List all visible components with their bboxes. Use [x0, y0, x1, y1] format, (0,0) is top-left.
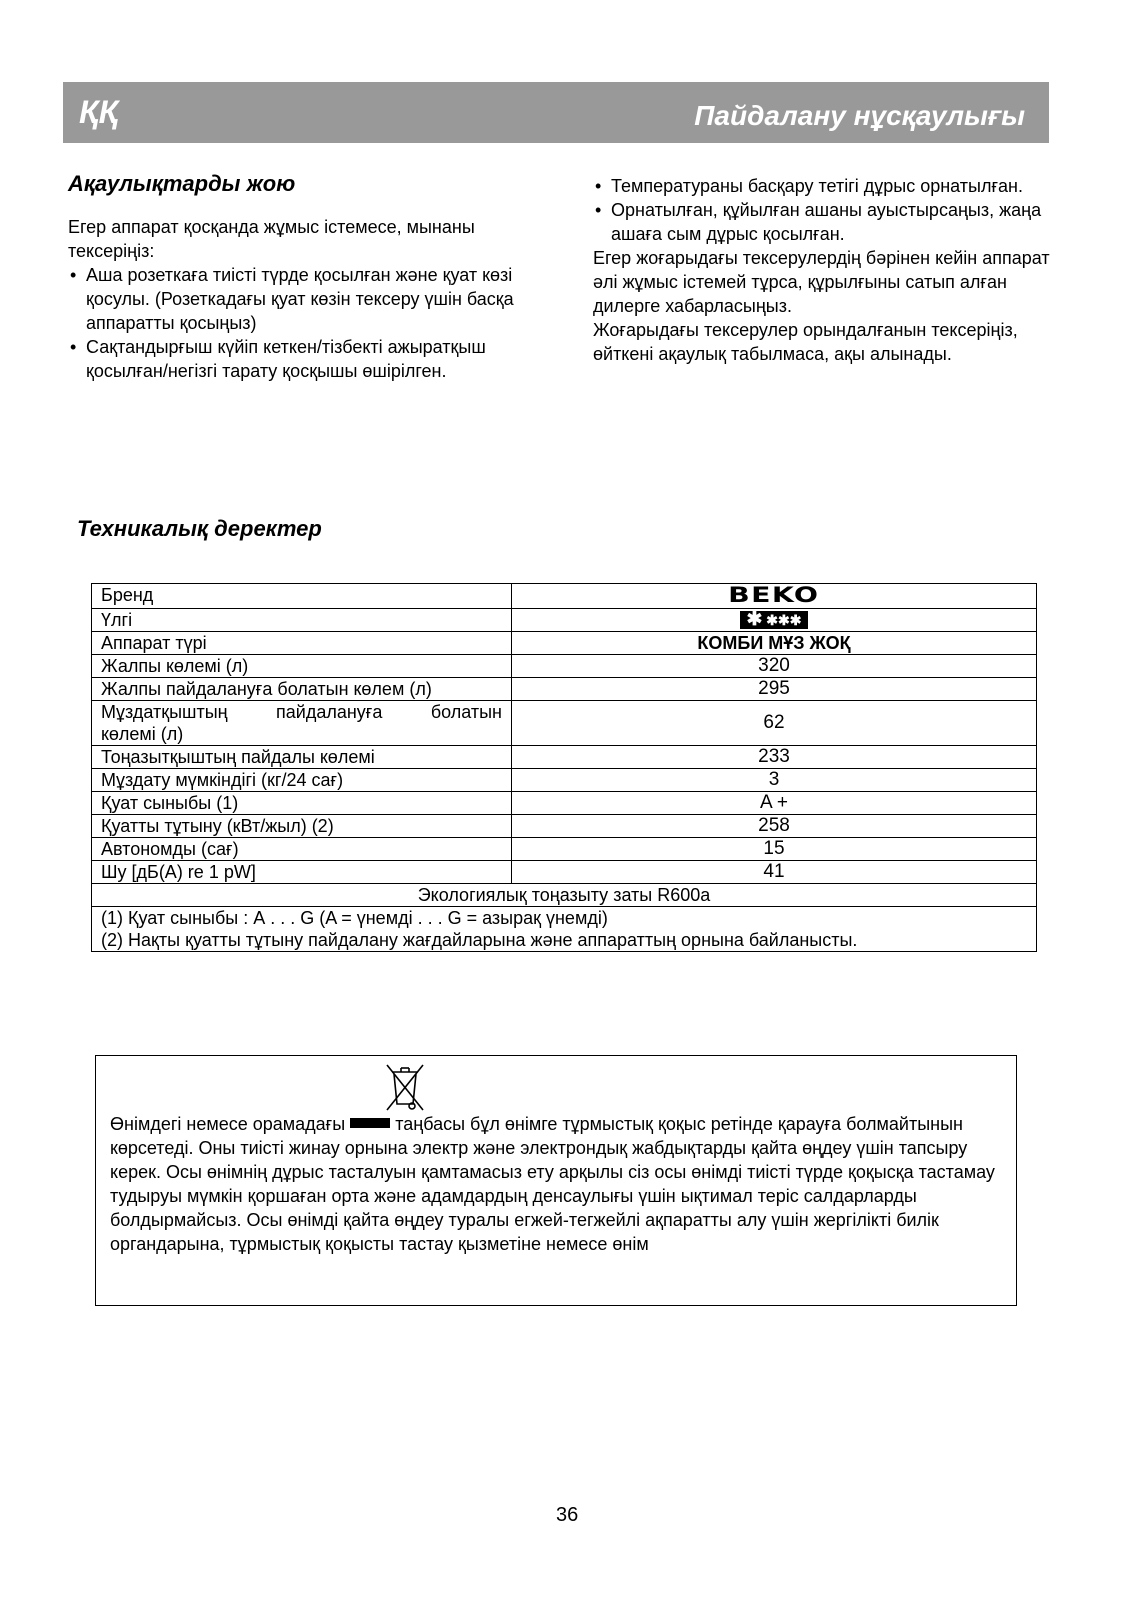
row-value: 62 — [512, 701, 1037, 746]
row-value: 295 — [512, 678, 1037, 701]
row-label: Жалпы пайдалануға болатын көлем (л) — [92, 678, 512, 701]
page-number: 36 — [556, 1504, 579, 1526]
language-code: ҚҚ — [79, 94, 119, 130]
troubleshooting-right-column — [593, 174, 1063, 366]
crossed-bin-icon — [383, 1062, 427, 1119]
table-row — [92, 632, 1037, 655]
row-value: 320 — [512, 655, 1037, 678]
dealer-contact-paragraph: Егер жоғарыдағы тексерулердің бәрінен кейін аппарат әлі жұмыс істемей тұрса, құрылғыны сатып алған дилерге хабарласыңыз. — [593, 248, 1050, 316]
row-value: 258 — [512, 815, 1037, 838]
list-item: • Орнатылған, құйылған ашаны ауыстырсаңыз, жаңа ашаға сым дұрыс қосылған. — [593, 198, 1063, 246]
list-item: • Аша розеткаға тиісті түрде қосылған және қуат көзі қосулы. (Розеткадағы қуат көзін тексеру үшін басқа аппаратты қосыңыз) — [68, 263, 534, 335]
footnote-consumption: (2) Нақты қуатты тұтыну пайдалану жағдайларына және аппараттың орнына байланысты. — [101, 930, 858, 950]
table-row — [92, 701, 1037, 746]
page-header — [63, 82, 1049, 143]
table-row — [92, 746, 1037, 769]
row-label: Мұздату мүмкіндігі (кг/24 сағ) — [92, 769, 512, 792]
table-row — [92, 584, 1037, 609]
weee-notice-box — [95, 1055, 1017, 1306]
weee-text: Өнімдегі немесе орамадағы таңбасы бұл өнімге тұрмыстық қоқыс ретінде қарауға болмайтынын көрсетеді. Оны тиісті жинау орнына электр және электрондық жабдықтарды қайта өңдеу үшін тапсыру керек. Осы өнімнің дұрыс тасталуын қамтамасыз ету арқылы сіз осы өнімді тиісті түрде қоқысқа тастамау тудыруы мүмкін қоршаған орта және адамдардың денсаулығы үшін ықтимал теріс салдарларды болдырмайсыз. Осы өнімді қайта өңдеу туралы егжей-тегжейлі ақпаратты алу үшін жергілікті билік органдарына, тұрмыстық қоқысты тастау қызметіне немесе өнім — [110, 1114, 995, 1254]
freezer-star-rating-icon: ✱ ✱✱✱ — [740, 611, 807, 629]
table-row — [92, 907, 1037, 952]
footnotes — [92, 907, 1037, 952]
table-row — [92, 678, 1037, 701]
row-label: Шу [дБ(A) re 1 pW] — [92, 861, 512, 884]
list-item: • Сақтандырғыш күйіп кеткен/тізбекті ажыратқыш қосылған/негізгі тарату қосқышы өшірілген. — [68, 335, 534, 383]
brand-label: Бренд — [92, 584, 512, 609]
row-value: 41 — [512, 861, 1037, 884]
footnote-energy-class: (1) Қуат сыныбы : А . . . G (A = үнемді . . . G = азырақ үнемді) — [101, 908, 608, 928]
troubleshooting-heading: Ақаулықтарды жою — [68, 171, 296, 196]
model-label: Үлгі — [92, 609, 512, 632]
black-bar-mark — [350, 1118, 390, 1128]
check-list-right — [593, 174, 1063, 246]
table-row — [92, 792, 1037, 815]
refrigerant-row: Экологиялық тоңазыту заты R600a — [92, 884, 1037, 907]
row-label: Мұздатқыштың пайдалануға болатын көлемі (л) — [92, 701, 512, 746]
row-value: 15 — [512, 838, 1037, 861]
beko-logo: BEKO — [728, 583, 820, 607]
row-label: Қуат сыныбы (1) — [92, 792, 512, 815]
service-charge-paragraph: Жоғарыдағы тексерулер орындалғанын тексеріңіз, өйткені ақаулық табылмаса, ақы алынады. — [593, 320, 1018, 364]
table-row — [92, 609, 1037, 632]
tech-data-table — [91, 583, 1037, 952]
table-row — [92, 861, 1037, 884]
table-row — [92, 769, 1037, 792]
type-value: КОМБИ МҰЗ ЖОҚ — [512, 632, 1037, 655]
table-row — [92, 884, 1037, 907]
manual-title: Пайдалану нұсқаулығы — [694, 100, 1025, 131]
row-value: 233 — [512, 746, 1037, 769]
row-label: Қуатты тұтыну (кВт/жыл) (2) — [92, 815, 512, 838]
troubleshooting-left-column — [68, 215, 534, 383]
table-row — [92, 838, 1037, 861]
row-label: Тоңазытқыштың пайдалы көлемі — [92, 746, 512, 769]
type-label: Аппарат түрі — [92, 632, 512, 655]
tech-data-heading: Техникалық деректер — [77, 516, 322, 541]
model-value — [512, 609, 1037, 632]
table-row — [92, 815, 1037, 838]
row-label: Жалпы көлемі (л) — [92, 655, 512, 678]
check-list-left — [68, 263, 534, 383]
table-row — [92, 655, 1037, 678]
row-value: 3 — [512, 769, 1037, 792]
troubleshooting-intro: Егер аппарат қосқанда жұмыс істемесе, мынаны тексеріңіз: — [68, 217, 475, 261]
row-label: Автономды (сағ) — [92, 838, 512, 861]
brand-value — [512, 584, 1037, 609]
list-item: • Температураны басқару тетігі дұрыс орнатылған. — [593, 174, 1063, 198]
row-value: A + — [512, 792, 1037, 815]
